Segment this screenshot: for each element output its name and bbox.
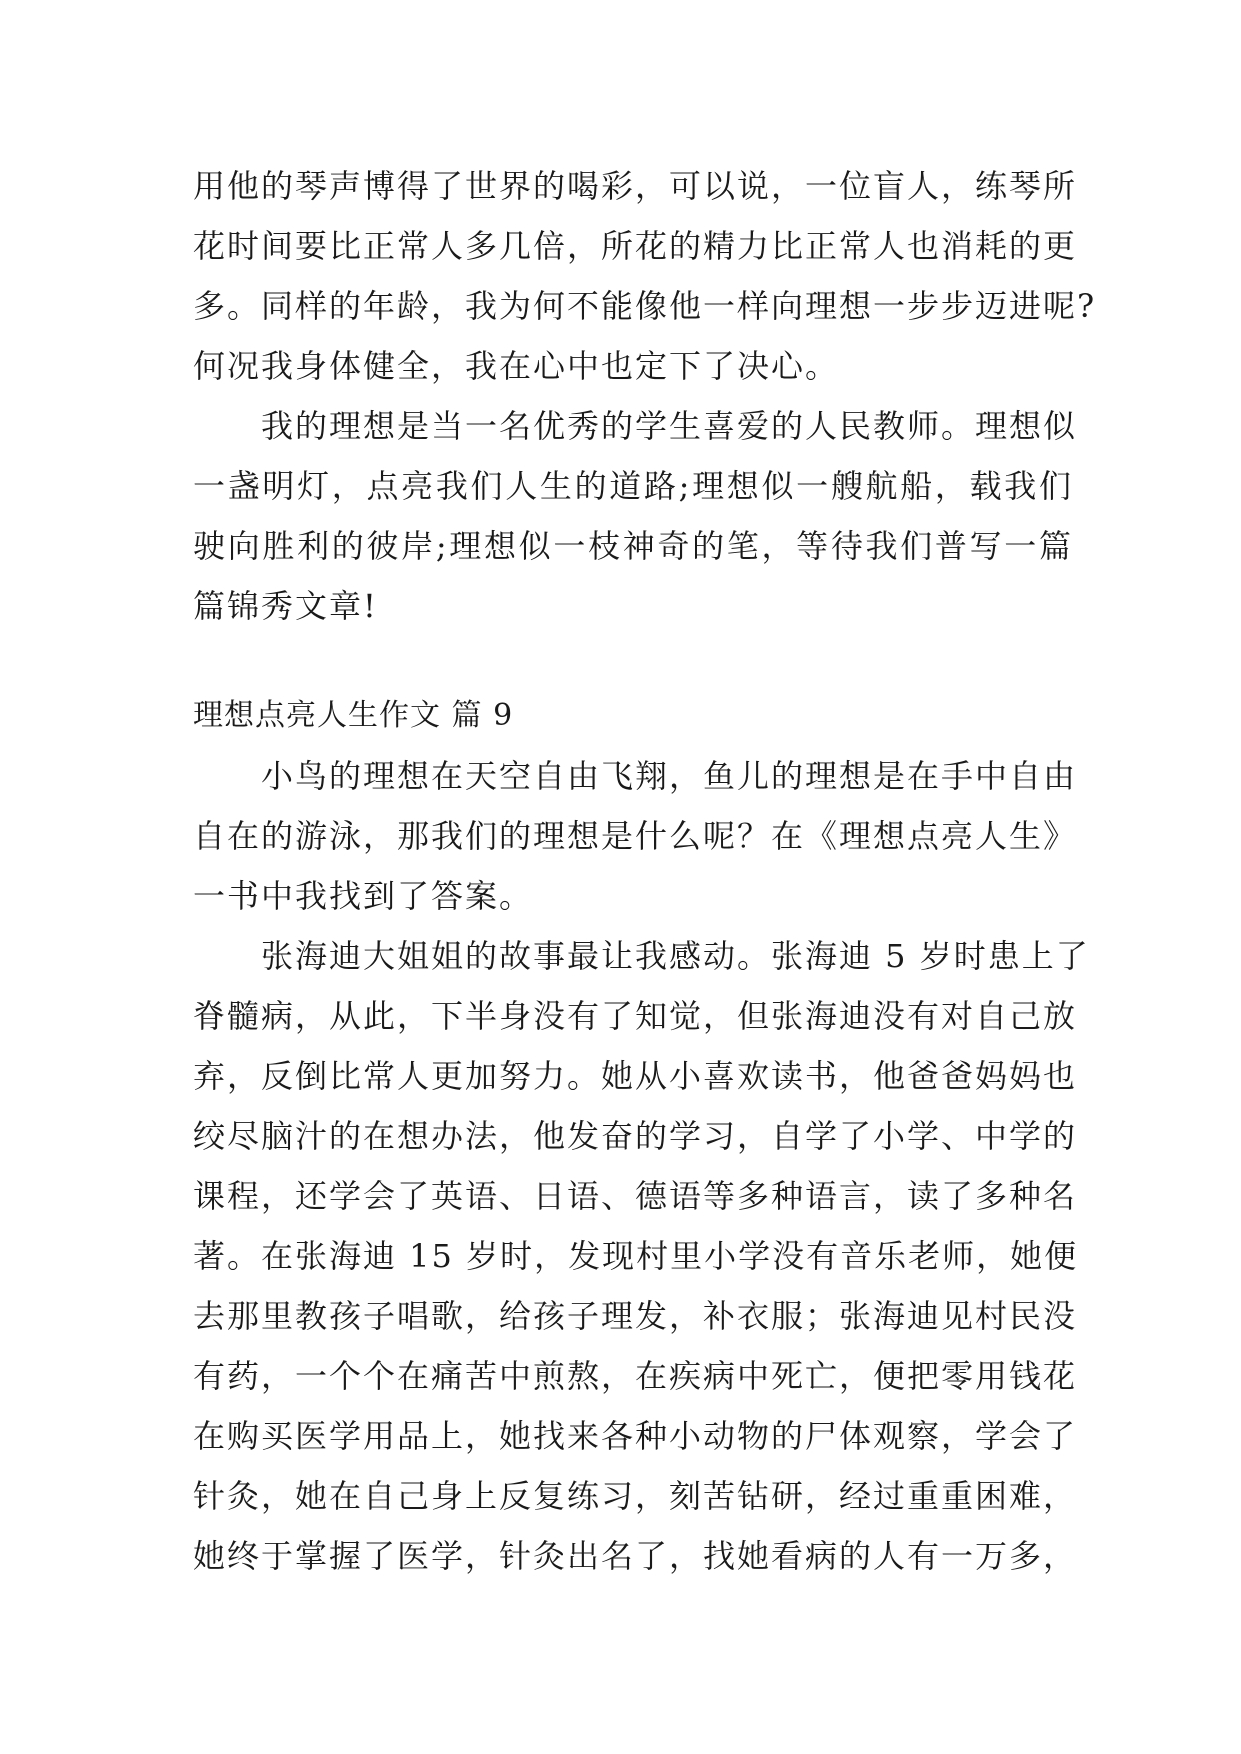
text-line: 绞尽脑汁的在想办法，他发奋的学习，自学了小学、中学的 xyxy=(193,1117,1078,1155)
text-line: 何况我身体健全，我在心中也定下了决心。 xyxy=(193,347,840,385)
text-line: 张海迪大姐姐的故事最让我感动。张海迪 5 岁时患上了 xyxy=(193,937,1090,975)
text-line: 她终于掌握了医学，针灸出名了，找她看病的人有一万多， xyxy=(193,1537,1078,1575)
text-line: 自在的游泳，那我们的理想是什么呢？在《理想点亮人生》 xyxy=(193,817,1078,855)
text-line: 篇锦秀文章! xyxy=(193,587,378,625)
text-line: 用他的琴声博得了世界的喝彩，可以说，一位盲人，练琴所 xyxy=(193,167,1078,205)
text-line: 一书中我找到了答案。 xyxy=(193,877,534,915)
text-line: 小鸟的理想在天空自由飞翔，鱼儿的理想是在手中自由 xyxy=(193,757,1078,795)
text-line: 在购买医学用品上，她找来各种小动物的尸体观察，学会了 xyxy=(193,1417,1078,1455)
text-line: 一盏明灯，点亮我们人生的道路;理想似一艘航船，载我们 xyxy=(193,467,1073,505)
text-line: 去那里教孩子唱歌，给孩子理发，补衣服；张海迪见村民没 xyxy=(193,1297,1078,1335)
section-heading: 理想点亮人生作文 篇 9 xyxy=(193,698,514,733)
text-line: 弃，反倒比常人更加努力。她从小喜欢读书，他爸爸妈妈也 xyxy=(193,1057,1078,1095)
text-line: 多。同样的年龄，我为何不能像他一样向理想一步步迈进呢? xyxy=(193,287,1097,325)
text-line: 驶向胜利的彼岸;理想似一枝神奇的笔，等待我们普写一篇 xyxy=(193,527,1073,565)
text-line: 我的理想是当一名优秀的学生喜爱的人民教师。理想似 xyxy=(193,407,1078,445)
text-line: 针灸，她在自己身上反复练习，刻苦钻研，经过重重困难， xyxy=(193,1477,1078,1515)
text-line: 著。在张海迪 15 岁时，发现村里小学没有音乐老师，她便 xyxy=(193,1237,1079,1275)
text-line: 有药，一个个在痛苦中煎熬，在疾病中死亡，便把零用钱花 xyxy=(193,1357,1078,1395)
text-line: 脊髓病，从此，下半身没有了知觉，但张海迪没有对自己放 xyxy=(193,997,1078,1035)
text-line: 课程，还学会了英语、日语、德语等多种语言，读了多种名 xyxy=(193,1177,1078,1215)
text-line: 花时间要比正常人多几倍，所花的精力比正常人也消耗的更 xyxy=(193,227,1078,265)
